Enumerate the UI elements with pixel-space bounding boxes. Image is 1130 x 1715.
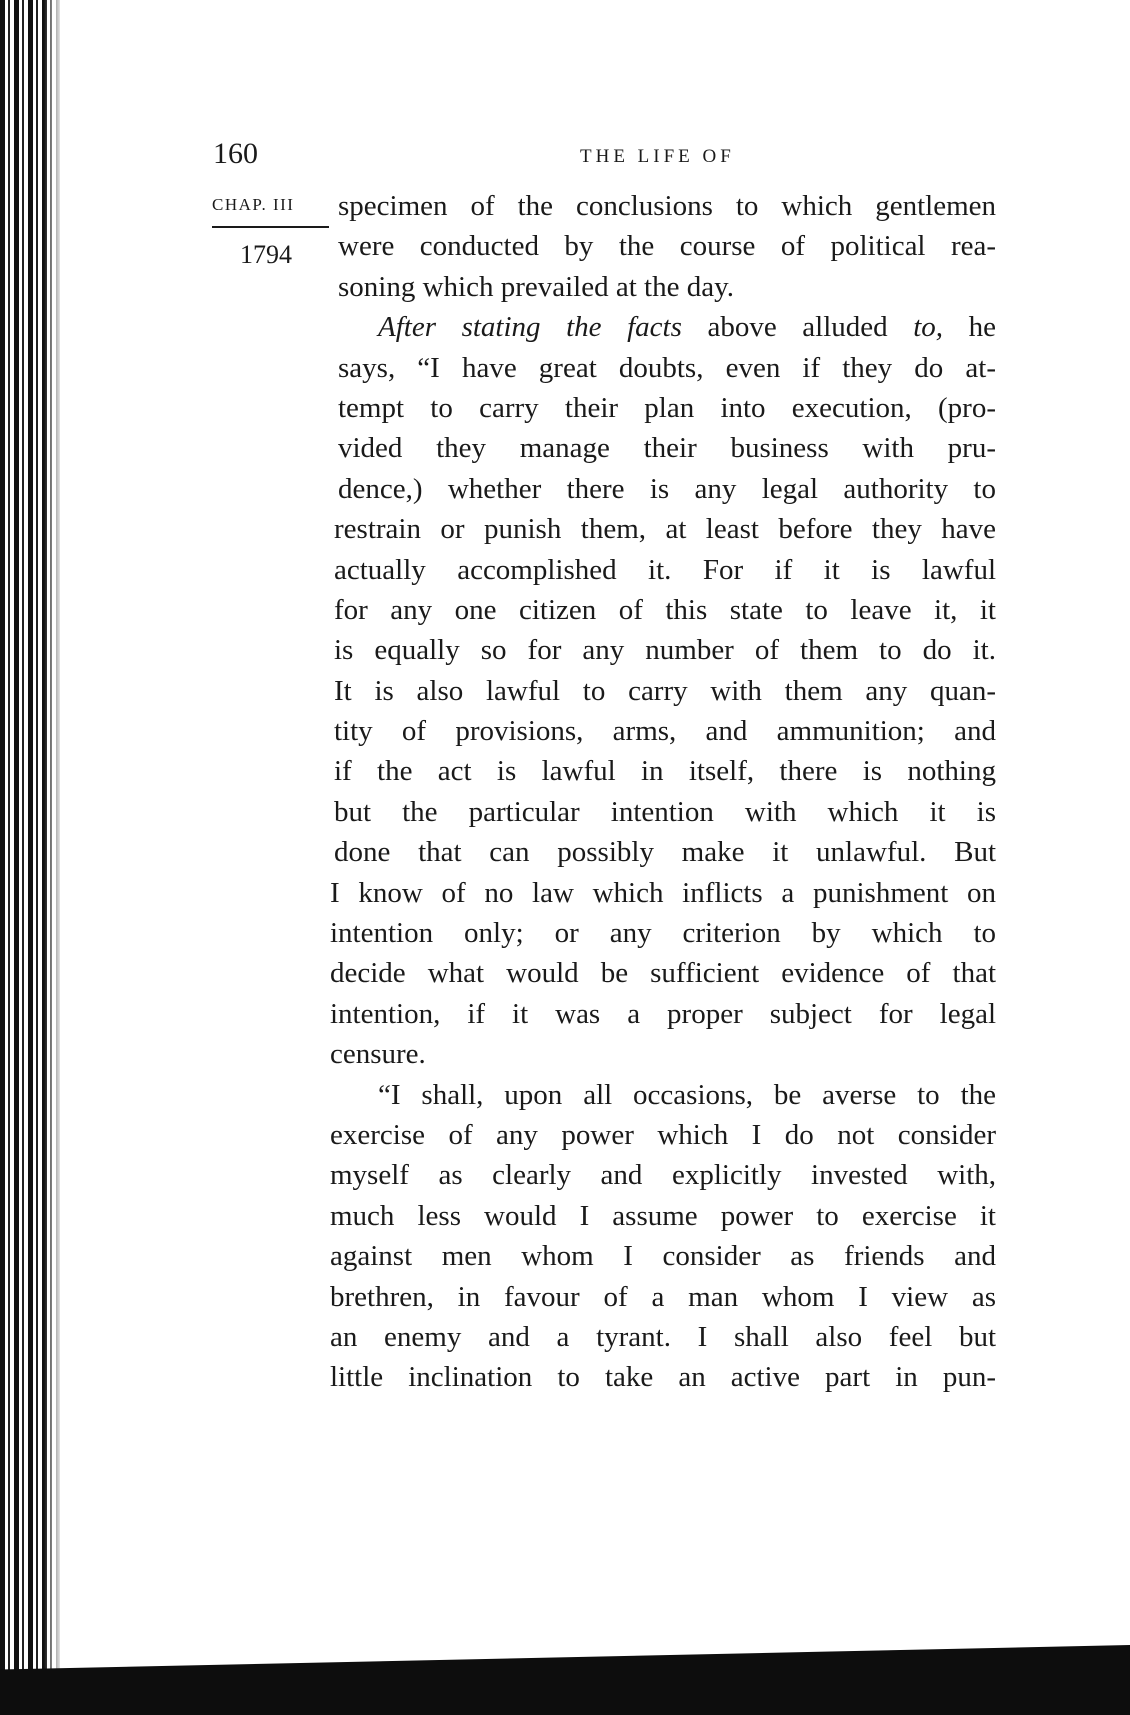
text-line: soning which prevailed at the day. <box>338 270 734 303</box>
text-line: if the act is lawful in itself, there is nothing <box>334 755 996 788</box>
text-line: myself as clearly and explicitly invested with, <box>330 1159 996 1192</box>
text-line: done that can possibly make it unlawful. But <box>334 836 996 869</box>
text-line: vided they manage their business with pru- <box>338 432 996 465</box>
text-line: tempt to carry their plan into execution, (pro- <box>338 391 996 424</box>
text-line: tity of provisions, arms, and ammunition; and <box>334 715 996 748</box>
text-line: says, “I have great doubts, even if they do at- <box>338 351 996 384</box>
text-line: decide what would be sufficient evidence of that <box>330 957 996 990</box>
text-line: censure. <box>330 1038 426 1071</box>
margin-rule <box>212 226 329 228</box>
margin-year-note: 1794 <box>240 240 292 269</box>
text-line: intention, if it was a proper subject for legal <box>330 997 996 1030</box>
text-line: dence,) whether there is any legal authority to <box>338 472 996 505</box>
text-line: specimen of the conclusions to which gentlemen <box>338 190 996 222</box>
scan-bottom-shadow <box>0 1645 1130 1715</box>
italic-word: to, <box>913 311 944 344</box>
text-line: much less would I assume power to exercise it <box>330 1199 996 1232</box>
text-line: an enemy and a tyrant. I shall also feel but <box>330 1320 996 1353</box>
text-line: brethren, in favour of a man whom I view as <box>330 1280 996 1313</box>
text-line: for any one citizen of this state to leave it, it <box>334 593 996 626</box>
text-line: were conducted by the course of political rea- <box>338 230 996 263</box>
text-line: I know of no law which inflicts a punishment on <box>330 876 996 909</box>
text-line: intention only; or any criterion by which to <box>330 917 996 950</box>
text-line: It is also lawful to carry with them any quan- <box>334 674 996 707</box>
text-segment: above alluded <box>681 311 914 344</box>
text-line: against men whom I consider as friends and <box>330 1240 996 1273</box>
running-head: THE LIFE OF <box>580 146 735 167</box>
text-line: “I shall, upon all occasions, be averse to the <box>378 1078 996 1111</box>
text-line: little inclination to take an active part in pun- <box>330 1361 996 1394</box>
text-line: but the particular intention with which it is <box>334 795 996 828</box>
text-line-italic-opening <box>338 307 996 347</box>
margin-chapter-note: CHAP. III <box>212 195 295 214</box>
text-line: is equally so for any number of them to do it. <box>334 634 996 667</box>
text-line: actually accomplished it. For if it is lawful <box>334 553 996 586</box>
page-number: 160 <box>213 137 258 170</box>
binding-shadow <box>44 0 62 1715</box>
italic-phrase: After stating the facts <box>378 311 682 344</box>
body-text <box>330 186 996 1398</box>
text-segment: he <box>943 311 996 344</box>
text-line: restrain or punish them, at least before they have <box>334 513 996 546</box>
text-line: exercise of any power which I do not consider <box>330 1118 996 1151</box>
